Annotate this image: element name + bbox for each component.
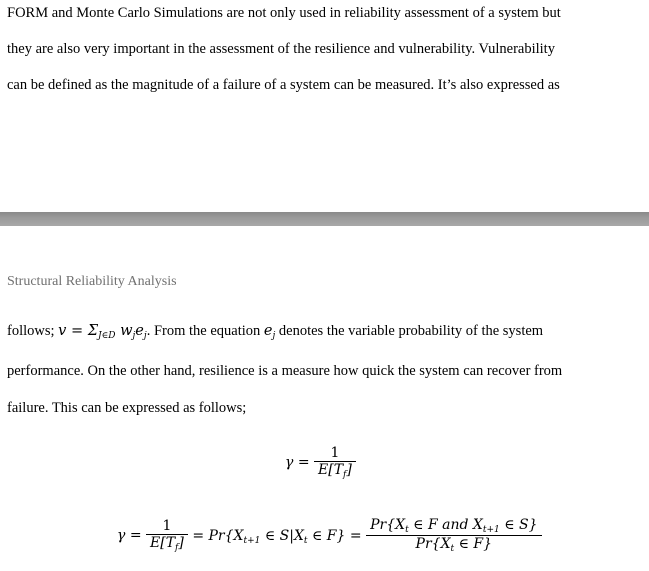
formula-part: ∈ S|X: [260, 527, 304, 544]
paragraph-line: [7, 323, 543, 341]
formula-part: w: [115, 323, 133, 339]
formula-subscript: t+1: [482, 525, 500, 535]
formula-subscript: j: [143, 331, 147, 341]
fraction-numerator: 1: [314, 445, 356, 462]
formula-part: ]: [346, 462, 352, 478]
formula-part: e: [135, 323, 144, 339]
paragraph-line: failure. This can be expressed as follows;: [7, 400, 247, 416]
formula-subscript: J∈D: [97, 331, 116, 341]
equation-resilience-expanded: [117, 517, 542, 554]
e-symbol: [264, 323, 275, 339]
fraction: [314, 445, 356, 480]
paragraph-line: they are also very important in the assessment of the resilience and vulnerability. Vulnerability: [7, 41, 555, 57]
formula-subscript: j: [272, 331, 276, 341]
formula-part: v = Σ: [58, 323, 98, 339]
fraction-denominator: [314, 462, 356, 480]
formula-part: ∈ F} =: [307, 527, 362, 544]
fraction: [146, 518, 188, 553]
equation-resilience: [285, 445, 356, 480]
fraction-numerator: 1: [146, 518, 188, 535]
formula-part: Pr{X: [415, 536, 451, 552]
paragraph-line: performance. On the other hand, resilience is a measure how quick the system can recover from: [7, 363, 563, 379]
fraction-numerator: [366, 517, 541, 536]
formula-part: = Pr{X: [192, 527, 244, 544]
vulnerability-formula: [58, 323, 147, 339]
paragraph-line: FORM and Monte Carlo Simulations are not only used in reliability assessment of a system but: [7, 5, 561, 21]
text-segment: . From the equation: [146, 323, 264, 339]
equation-lhs: γ =: [285, 454, 310, 471]
formula-part: ∈ F and X: [408, 517, 483, 533]
formula-part: ∈ S}: [499, 517, 538, 533]
formula-subscript: t: [405, 525, 409, 535]
formula-subscript: f: [175, 543, 179, 553]
equation-middle: [192, 528, 361, 544]
formula-subscript: t+1: [243, 535, 261, 546]
formula-part: ]: [178, 535, 184, 551]
fraction: [366, 517, 541, 554]
paragraph-line: can be defined as the magnitude of a failure of a system can be measured. It’s also expressed as: [7, 77, 560, 93]
text-segment: follows;: [7, 323, 59, 339]
formula-subscript: j: [132, 331, 136, 341]
page-header: Structural Reliability Analysis: [7, 274, 177, 289]
formula-subscript: f: [343, 470, 347, 480]
formula-subscript: t: [450, 544, 455, 554]
page-break-gap: [0, 212, 649, 226]
fraction-denominator: [146, 535, 188, 553]
formula-part: Pr{X: [370, 517, 406, 533]
formula-part: e: [263, 323, 273, 339]
formula-subscript: t: [303, 535, 308, 546]
formula-part: ∈ F}: [454, 536, 493, 552]
equation-lhs: γ =: [117, 527, 142, 544]
formula-part: E[T: [150, 535, 176, 551]
document-page-top: [0, 0, 649, 212]
fraction-denominator: [366, 536, 541, 554]
formula-part: E[T: [318, 462, 344, 478]
text-segment: denotes the variable probability of the system: [275, 323, 544, 339]
